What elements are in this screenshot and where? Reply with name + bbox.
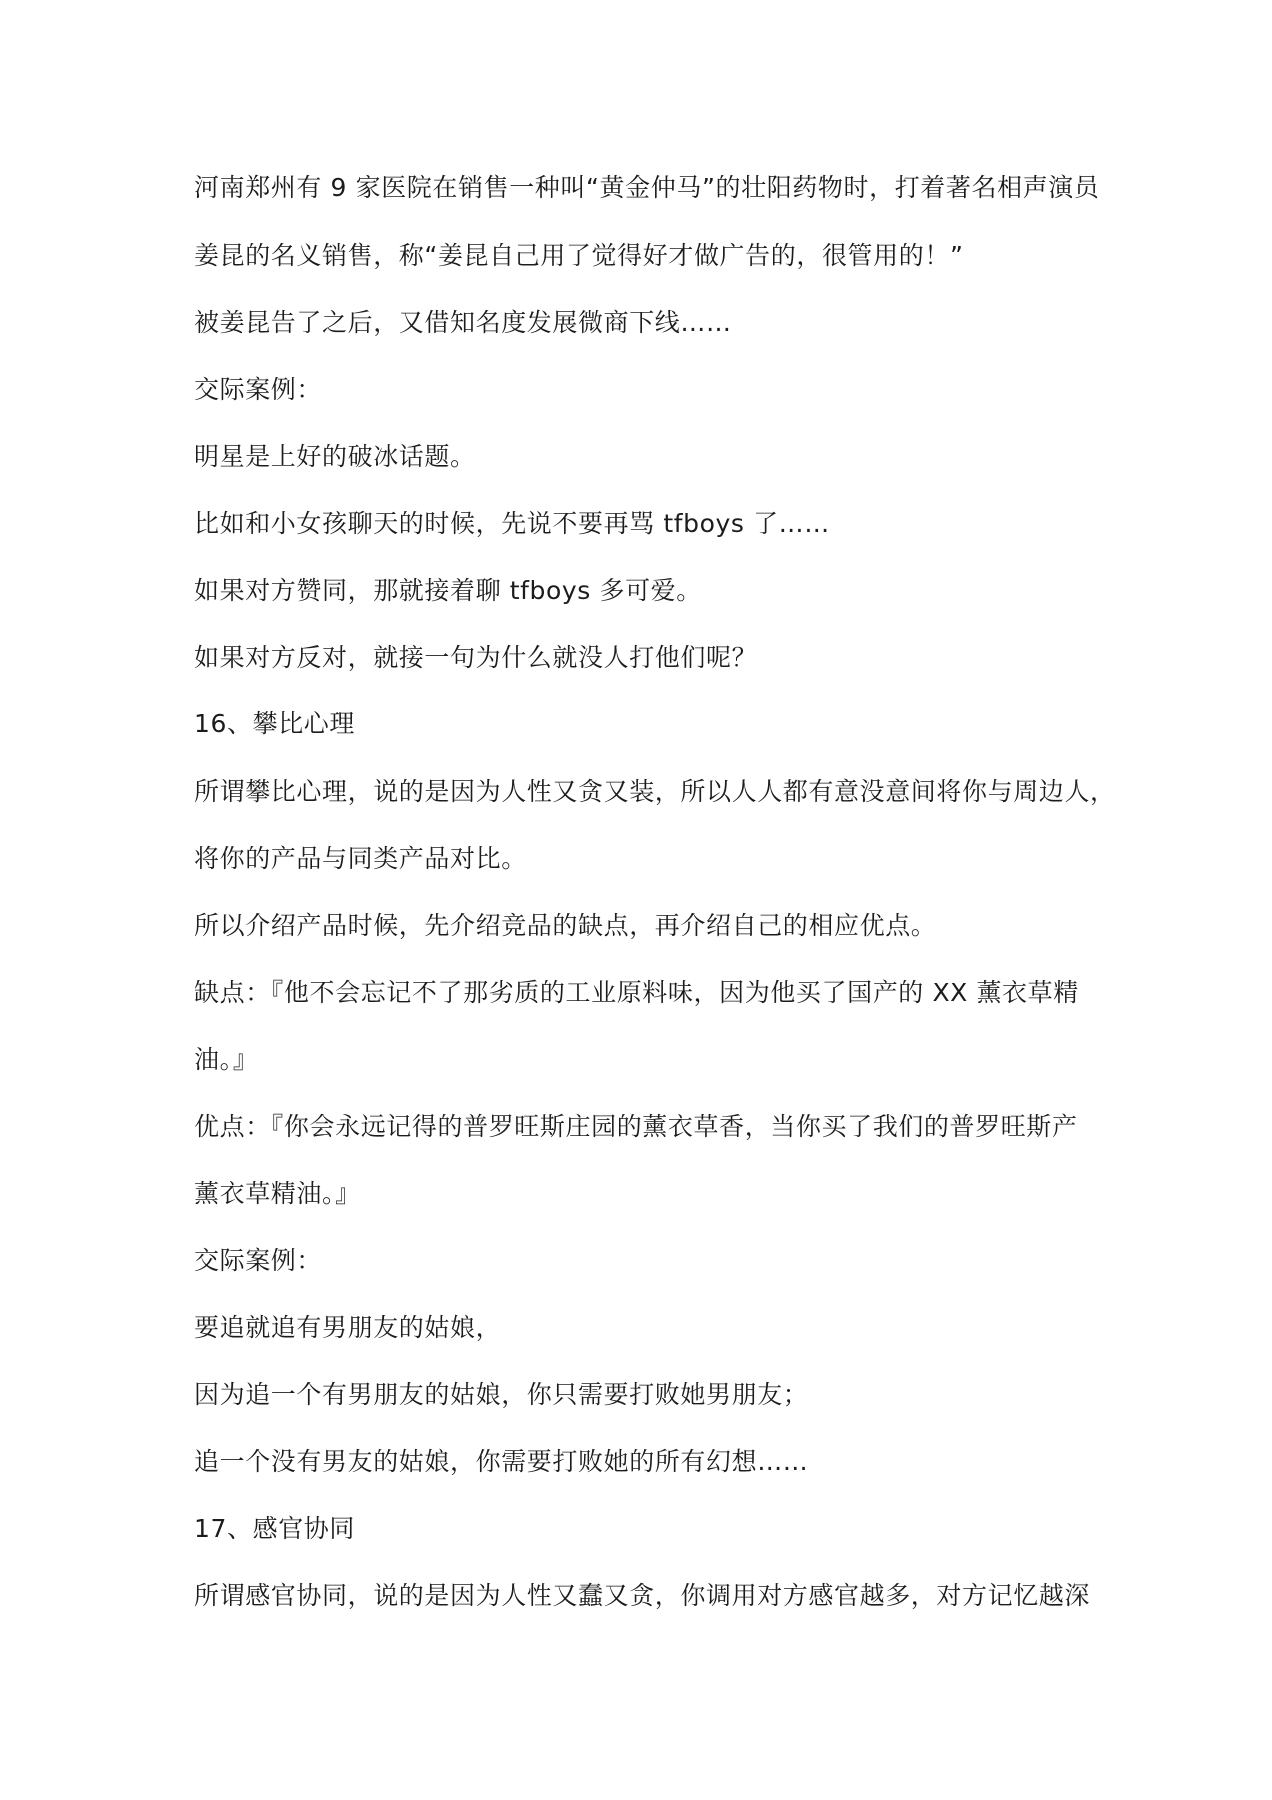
paragraph-line: 将你的产品与同类产品对比。 — [194, 844, 527, 873]
paragraph-line: 如果对方反对，就接一句为什么就没人打他们呢？ — [194, 643, 758, 672]
case-heading: 交际案例： — [194, 375, 323, 404]
section-heading: 16、攀比心理 — [194, 709, 356, 738]
paragraph-line: 如果对方赞同，那就接着聊 tfboys 多可爱。 — [194, 576, 702, 605]
paragraph-line: 姜昆的名义销售，称“姜昆自己用了觉得好才做广告的，很管用的！” — [194, 241, 964, 270]
paragraph-line: 明星是上好的破冰话题。 — [194, 442, 476, 471]
paragraph-line: 追一个没有男友的姑娘，你需要打败她的所有幻想…… — [194, 1447, 809, 1476]
paragraph-line: 优点：『你会永远记得的普罗旺斯庄园的薰衣草香，当你买了我们的普罗旺斯产 — [194, 1112, 1078, 1141]
paragraph-line: 要追就追有男朋友的姑娘， — [194, 1313, 502, 1342]
paragraph-line: 油。』 — [194, 1045, 259, 1074]
paragraph-line: 被姜昆告了之后，又借知名度发展微商下线…… — [194, 308, 732, 337]
paragraph-line: 比如和小女孩聊天的时候，先说不要再骂 tfboys 了…… — [194, 509, 830, 538]
paragraph-line: 河南郑州有 9 家医院在销售一种叫“黄金仲马”的壮阳药物时，打着著名相声演员 — [194, 173, 1100, 202]
paragraph-line: 薰衣草精油。』 — [194, 1179, 361, 1208]
paragraph-line: 因为追一个有男朋友的姑娘，你只需要打败她男朋友； — [194, 1380, 809, 1409]
case-heading: 交际案例： — [194, 1246, 323, 1275]
paragraph-line: 缺点：『他不会忘记不了那劣质的工业原料味，因为他买了国产的 XX 薰衣草精 — [194, 978, 1079, 1007]
section-heading: 17、感官协同 — [194, 1514, 356, 1543]
paragraph-line: 所谓感官协同，说的是因为人性又蠢又贪，你调用对方感官越多，对方记忆越深 — [194, 1581, 1091, 1610]
paragraph-line: 所谓攀比心理，说的是因为人性又贪又装，所以人人都有意没意间将你与周边人， — [194, 777, 1116, 806]
paragraph-line: 所以介绍产品时候，先介绍竞品的缺点，再介绍自己的相应优点。 — [194, 911, 937, 940]
